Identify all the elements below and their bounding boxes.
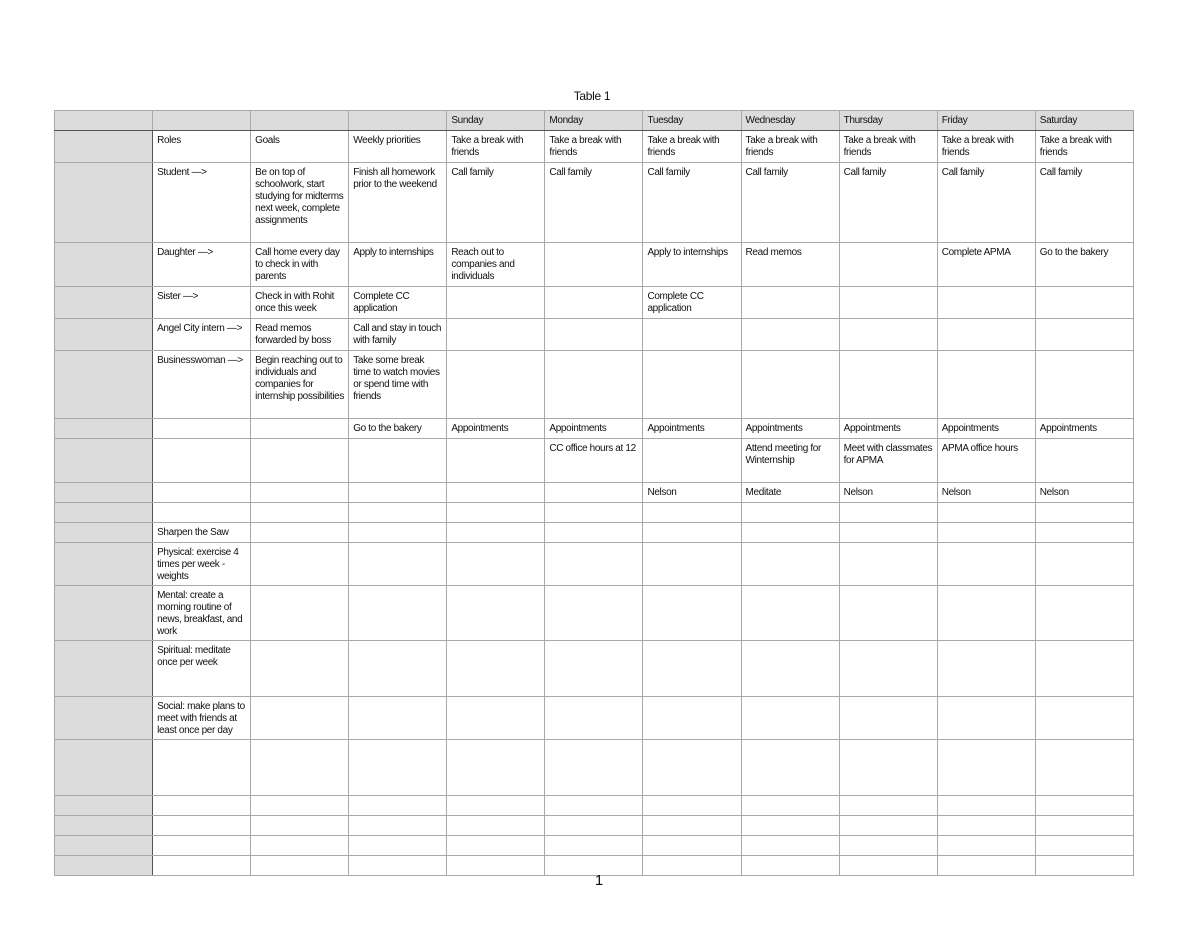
table-cell (447, 816, 545, 836)
table-cell: Go to the bakery (349, 419, 447, 439)
table-cell: Take some break time to watch movies or spend time with friends (349, 351, 447, 419)
row-header-cell (55, 163, 153, 243)
table-cell (1035, 740, 1133, 796)
table-cell: Call family (643, 163, 741, 243)
table-cell (153, 796, 251, 816)
table-cell (349, 503, 447, 523)
table-cell (251, 641, 349, 697)
table-cell: Weekly priorities (349, 131, 447, 163)
table-cell (741, 641, 839, 697)
row-header-cell (55, 439, 153, 483)
table-cell (741, 586, 839, 641)
table-cell (153, 836, 251, 856)
table-cell (839, 796, 937, 816)
table-cell (349, 586, 447, 641)
table-cell (839, 351, 937, 419)
table-cell (839, 586, 937, 641)
table-cell (839, 243, 937, 287)
table-row (55, 243, 1134, 287)
table-cell (839, 697, 937, 740)
row-header-cell (55, 523, 153, 543)
table-cell (349, 697, 447, 740)
table-cell: Spiritual: meditate once per week (153, 641, 251, 697)
table-cell (251, 586, 349, 641)
table-cell (1035, 586, 1133, 641)
table-cell: Finish all homework prior to the weekend (349, 163, 447, 243)
table-cell: Nelson (1035, 483, 1133, 503)
table-cell: Social: make plans to meet with friends at least once per day (153, 697, 251, 740)
table-cell (153, 816, 251, 836)
table-cell (741, 816, 839, 836)
table-cell (1035, 351, 1133, 419)
table-cell (1035, 543, 1133, 586)
row-header-cell (55, 816, 153, 836)
table-cell (643, 543, 741, 586)
table-cell (937, 796, 1035, 816)
table-cell: Appointments (741, 419, 839, 439)
table-cell (937, 523, 1035, 543)
table-cell (643, 351, 741, 419)
table-row (55, 543, 1134, 586)
table-cell (741, 351, 839, 419)
table-cell (447, 836, 545, 856)
table-cell: Take a break with friends (545, 131, 643, 163)
table-cell: APMA office hours (937, 439, 1035, 483)
table-cell (545, 740, 643, 796)
row-header-cell (55, 641, 153, 697)
table-cell: Roles (153, 131, 251, 163)
table-row (55, 586, 1134, 641)
table-cell (349, 483, 447, 503)
table-cell (839, 740, 937, 796)
row-header-cell (55, 243, 153, 287)
table-cell (839, 287, 937, 319)
table-cell (447, 319, 545, 351)
header-cell (251, 111, 349, 131)
schedule-table (54, 110, 1134, 876)
table-cell: Apply to internships (643, 243, 741, 287)
table-cell (545, 483, 643, 503)
table-cell (839, 816, 937, 836)
header-row (55, 111, 1134, 131)
table-cell: CC office hours at 12 (545, 439, 643, 483)
table-cell (741, 287, 839, 319)
table-cell: Daughter —> (153, 243, 251, 287)
table-cell (1035, 439, 1133, 483)
table-row (55, 836, 1134, 856)
table-cell (937, 351, 1035, 419)
table-cell (447, 586, 545, 641)
table-cell (153, 439, 251, 483)
page-number: 1 (594, 872, 604, 889)
table-cell (937, 543, 1035, 586)
table-cell (839, 503, 937, 523)
table-cell (1035, 319, 1133, 351)
row-header-cell (55, 740, 153, 796)
table-cell (741, 796, 839, 816)
table-cell: Take a break with friends (937, 131, 1035, 163)
table-cell (447, 287, 545, 319)
table-cell (839, 836, 937, 856)
table-cell (741, 319, 839, 351)
table-cell: Complete APMA (937, 243, 1035, 287)
table-row (55, 523, 1134, 543)
table-cell (349, 439, 447, 483)
table-cell: Complete CC application (643, 287, 741, 319)
table-row (55, 796, 1134, 816)
table-cell (741, 740, 839, 796)
table-cell (447, 740, 545, 796)
table-cell: Call and stay in touch with family (349, 319, 447, 351)
table-cell (349, 740, 447, 796)
header-cell: Saturday (1035, 111, 1133, 131)
table-cell: Complete CC application (349, 287, 447, 319)
table-cell (741, 836, 839, 856)
table-cell (839, 543, 937, 586)
table-cell (1035, 796, 1133, 816)
table-cell (643, 439, 741, 483)
header-cell: Thursday (839, 111, 937, 131)
row-header-cell (55, 351, 153, 419)
table-row (55, 697, 1134, 740)
table-cell (251, 697, 349, 740)
table-row (55, 816, 1134, 836)
table-cell: Begin reaching out to individuals and companies for internship possibilities (251, 351, 349, 419)
header-cell (349, 111, 447, 131)
table-cell (1035, 836, 1133, 856)
table-cell: Take a break with friends (1035, 131, 1133, 163)
row-header-cell (55, 319, 153, 351)
table-cell: Angel City intern —> (153, 319, 251, 351)
table-cell (741, 543, 839, 586)
table-cell (545, 523, 643, 543)
table-cell: Take a break with friends (447, 131, 545, 163)
table-row (55, 419, 1134, 439)
table-cell: Appointments (643, 419, 741, 439)
header-cell: Tuesday (643, 111, 741, 131)
table-row (55, 163, 1134, 243)
table-cell (251, 543, 349, 586)
table-cell: Appointments (937, 419, 1035, 439)
table-cell (937, 641, 1035, 697)
table-cell (643, 641, 741, 697)
table-cell (251, 523, 349, 543)
row-header-cell (55, 419, 153, 439)
table-cell (1035, 503, 1133, 523)
table-cell (839, 523, 937, 543)
table-cell: Reach out to companies and individuals (447, 243, 545, 287)
table-cell (447, 439, 545, 483)
table-cell: Sister —> (153, 287, 251, 319)
table-cell (251, 816, 349, 836)
table-cell (349, 641, 447, 697)
table-cell: Meditate (741, 483, 839, 503)
table-cell (839, 319, 937, 351)
row-header-cell (55, 796, 153, 816)
table-cell (251, 836, 349, 856)
table-cell: Call family (447, 163, 545, 243)
table-cell: Take a break with friends (643, 131, 741, 163)
table-cell (937, 503, 1035, 523)
table-cell (545, 586, 643, 641)
table-cell (937, 816, 1035, 836)
table-cell (251, 483, 349, 503)
table-cell (545, 287, 643, 319)
table-cell: Read memos (741, 243, 839, 287)
table-cell: Attend meeting for Winternship (741, 439, 839, 483)
table-cell (643, 319, 741, 351)
table-cell (349, 796, 447, 816)
table-row (55, 439, 1134, 483)
table-cell (937, 697, 1035, 740)
table-cell (643, 697, 741, 740)
table-row (55, 319, 1134, 351)
table-cell (447, 641, 545, 697)
table-cell (545, 836, 643, 856)
table-cell: Call family (937, 163, 1035, 243)
row-header-cell (55, 543, 153, 586)
table-cell: Nelson (839, 483, 937, 503)
header-cell: Friday (937, 111, 1035, 131)
row-header-cell (55, 586, 153, 641)
table-cell (447, 697, 545, 740)
table-cell (545, 319, 643, 351)
table-cell (153, 419, 251, 439)
table-row (55, 287, 1134, 319)
row-header-cell (55, 287, 153, 319)
table-cell (937, 586, 1035, 641)
row-header-cell (55, 697, 153, 740)
row-header-cell (55, 483, 153, 503)
table-cell: Meet with classmates for APMA (839, 439, 937, 483)
table-row (55, 503, 1134, 523)
table-cell (251, 796, 349, 816)
table-cell (741, 697, 839, 740)
table-cell: Call family (741, 163, 839, 243)
table-cell (643, 740, 741, 796)
table-cell: Goals (251, 131, 349, 163)
table-cell (447, 483, 545, 503)
table-cell: Appointments (447, 419, 545, 439)
table-cell (251, 740, 349, 796)
table-cell (349, 543, 447, 586)
table-cell: Appointments (1035, 419, 1133, 439)
table-cell (251, 439, 349, 483)
table-title: Table 1 (573, 89, 611, 103)
header-cell: Wednesday (741, 111, 839, 131)
table-cell (447, 503, 545, 523)
table-cell (643, 586, 741, 641)
table-cell (1035, 641, 1133, 697)
table-cell: Student —> (153, 163, 251, 243)
table-cell (643, 796, 741, 816)
table-cell (643, 816, 741, 836)
table-cell: Call family (1035, 163, 1133, 243)
table-cell (153, 740, 251, 796)
table-cell (1035, 816, 1133, 836)
table-cell (545, 243, 643, 287)
row-header-cell (55, 131, 153, 163)
table-cell (1035, 523, 1133, 543)
header-cell (153, 111, 251, 131)
table-cell (937, 740, 1035, 796)
table-cell: Nelson (643, 483, 741, 503)
table-cell: Read memos forwarded by boss (251, 319, 349, 351)
table-cell (153, 483, 251, 503)
table-row (55, 740, 1134, 796)
table-cell: Be on top of schoolwork, start studying for midterms next week, complete assignments (251, 163, 349, 243)
table-cell (349, 816, 447, 836)
table-cell: Sharpen the Saw (153, 523, 251, 543)
table-cell (741, 503, 839, 523)
table-cell (349, 836, 447, 856)
table-cell (1035, 697, 1133, 740)
table-cell: Businesswoman —> (153, 351, 251, 419)
table-cell: Call home every day to check in with parents (251, 243, 349, 287)
table-cell: Take a break with friends (741, 131, 839, 163)
table-cell: Take a break with friends (839, 131, 937, 163)
table-cell: Physical: exercise 4 times per week - weights (153, 543, 251, 586)
table-cell (251, 419, 349, 439)
table-cell: Check in with Rohit once this week (251, 287, 349, 319)
table-row (55, 131, 1134, 163)
table-cell (643, 503, 741, 523)
table-cell: Nelson (937, 483, 1035, 503)
table-cell (1035, 287, 1133, 319)
table-cell: Appointments (839, 419, 937, 439)
row-header-cell (55, 836, 153, 856)
table-cell (251, 503, 349, 523)
table-cell: Call family (545, 163, 643, 243)
table-cell (545, 641, 643, 697)
table-cell: Apply to internships (349, 243, 447, 287)
table-cell (643, 836, 741, 856)
table-cell (447, 351, 545, 419)
table-cell (937, 287, 1035, 319)
table-cell (545, 503, 643, 523)
table-cell (545, 543, 643, 586)
table-cell (153, 503, 251, 523)
table-cell (447, 796, 545, 816)
table-cell (447, 543, 545, 586)
table-cell (643, 523, 741, 543)
table-cell: Go to the bakery (1035, 243, 1133, 287)
table-cell (545, 796, 643, 816)
table-cell (545, 816, 643, 836)
row-header-cell (55, 503, 153, 523)
table-cell (937, 319, 1035, 351)
table-cell: Call family (839, 163, 937, 243)
table-row (55, 351, 1134, 419)
table-cell: Mental: create a morning routine of news, breakfast, and work (153, 586, 251, 641)
table-cell (545, 351, 643, 419)
table-cell (545, 697, 643, 740)
row-header-cell (55, 111, 153, 131)
header-cell: Sunday (447, 111, 545, 131)
header-cell: Monday (545, 111, 643, 131)
table-row (55, 641, 1134, 697)
table-cell (839, 641, 937, 697)
table-cell: Appointments (545, 419, 643, 439)
table-cell (349, 523, 447, 543)
table-cell (741, 523, 839, 543)
table-cell (447, 523, 545, 543)
table-cell (937, 836, 1035, 856)
table-row (55, 483, 1134, 503)
